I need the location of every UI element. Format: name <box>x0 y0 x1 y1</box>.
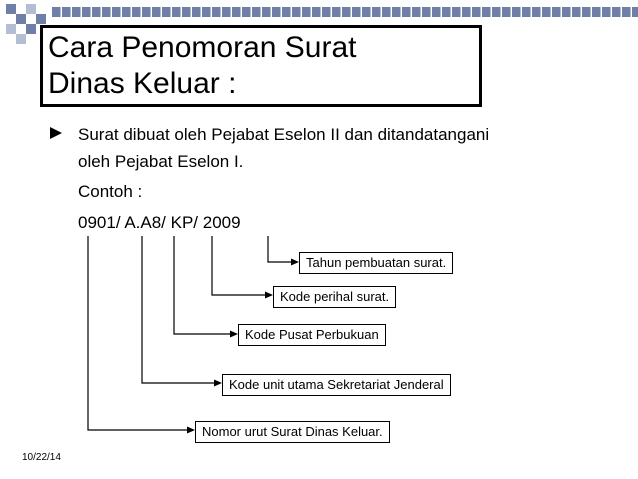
arrowhead-unit-code <box>214 380 222 387</box>
label-year: Tahun pembuatan surat. <box>299 252 453 274</box>
label-sequence-number: Nomor urut Surat Dinas Keluar. <box>195 421 390 443</box>
example-label: Contoh : <box>78 182 143 201</box>
bullet-text-line-2: oleh Pejabat Eselon I. <box>78 152 244 171</box>
connector-year <box>268 236 292 262</box>
arrowhead-subject-code <box>265 292 273 299</box>
title-line-1: Cara Penomoran Surat <box>48 31 357 64</box>
arrowhead-year <box>291 259 299 266</box>
connector-sequence-number <box>88 236 188 430</box>
arrowhead-sequence-number <box>187 427 195 434</box>
slide-date: 10/22/14 <box>22 452 61 463</box>
label-unit-code: Kode unit utama Sekretariat Jenderal <box>222 374 451 396</box>
connector-subject-code <box>212 236 266 295</box>
example-letter-number: 0901/ A.A8/ KP/ 2009 <box>78 213 241 232</box>
label-subject-code: Kode perihal surat. <box>273 286 396 308</box>
connector-archive-center-code <box>174 236 231 334</box>
connector-unit-code <box>142 236 215 383</box>
bullet-text-line-1: Surat dibuat oleh Pejabat Eselon II dan ditandatangani <box>78 125 490 144</box>
title-line-2: Dinas Keluar : <box>48 67 237 100</box>
label-archive-center-code: Kode Pusat Perbukuan <box>238 324 386 346</box>
arrowhead-archive-center-code <box>230 331 238 338</box>
